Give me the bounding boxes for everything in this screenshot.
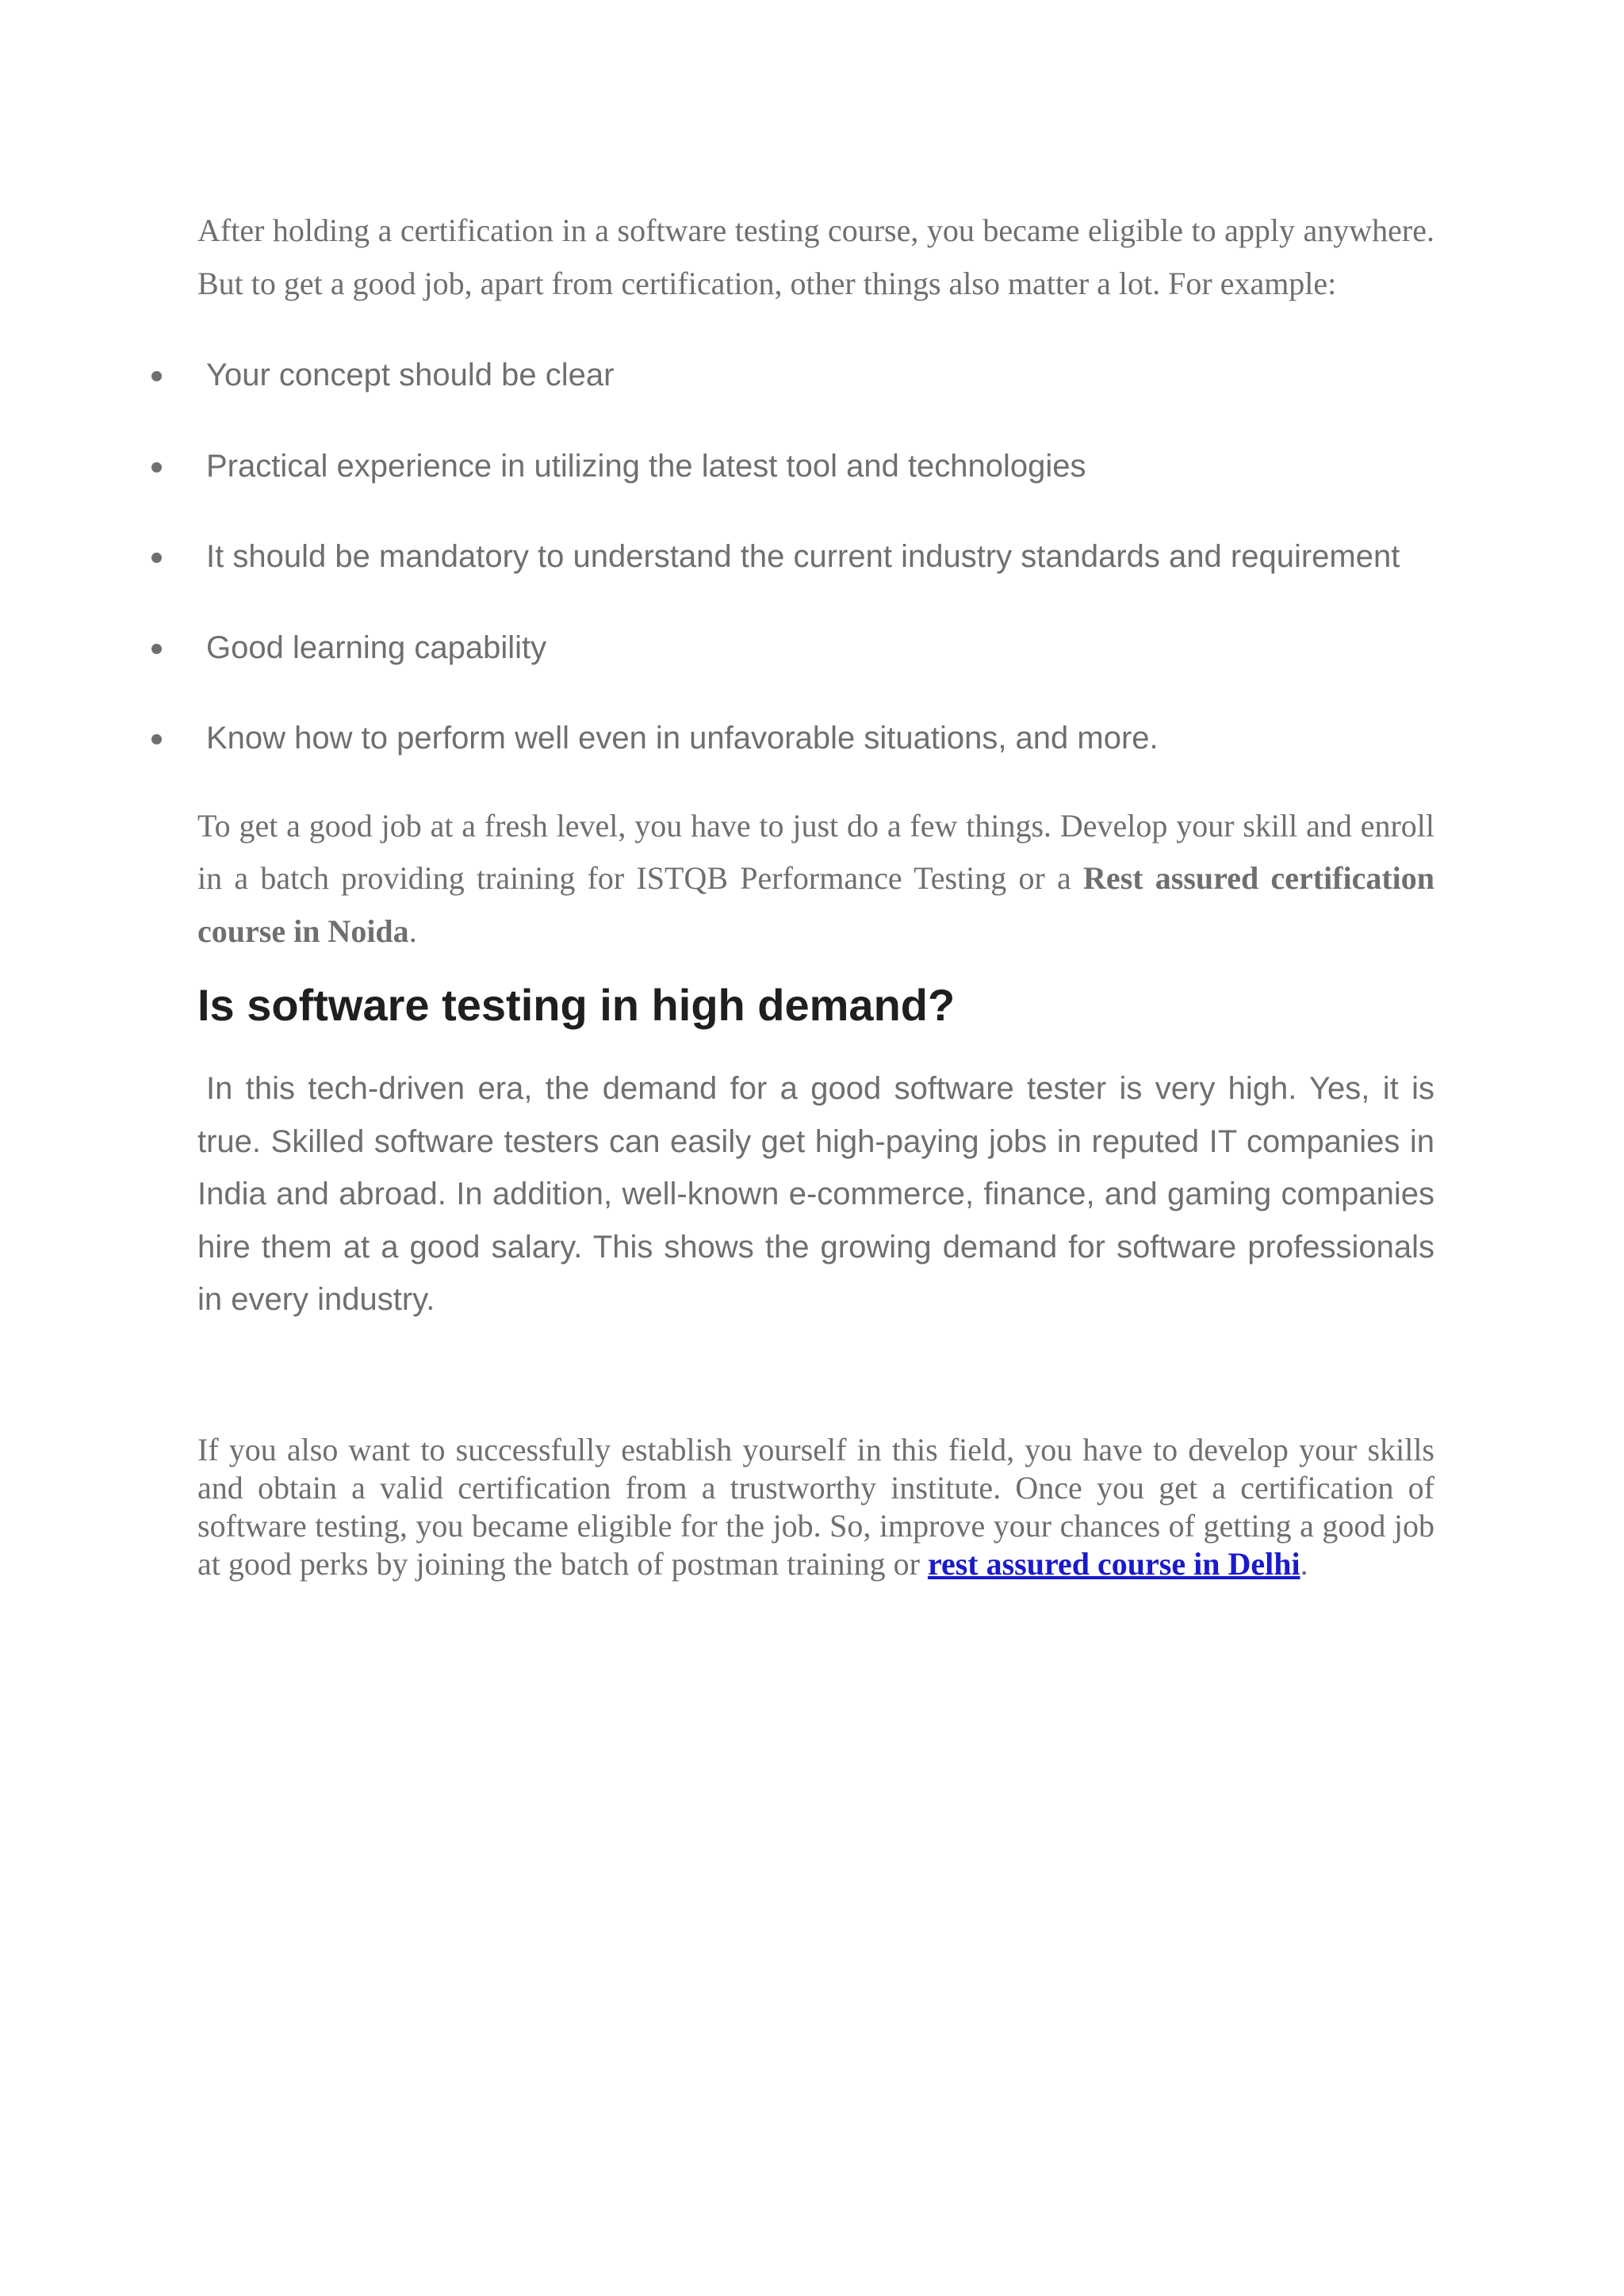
bullet-icon [151, 462, 162, 473]
noida-course-name: Rest assured certification course in Noida [197, 860, 1435, 949]
list-item-text: Your concept should be clear [206, 358, 615, 392]
bullet-icon [151, 553, 162, 563]
list-item [197, 530, 1434, 584]
list-item-text: It should be mandatory to understand the current industry standards and requirement [206, 539, 1400, 574]
closing-text: If you also want to successfully establish yourself in this field, you have to develop your skills and obtain a valid certification from a trustworthy institute. Once you get a certification of software testing, you became eligible for the job. So, improve your chances of getting a good job at good perks by joining the batch of postman training or [197, 1431, 1434, 1582]
closing-paragraph [197, 1431, 1434, 1583]
bullet-icon [151, 734, 162, 744]
delhi-course-link[interactable]: rest assured course in Delhi [927, 1545, 1300, 1582]
bullet-icon [151, 644, 162, 654]
list-item [197, 440, 1434, 493]
list-item [197, 349, 1434, 402]
demand-paragraph: In this tech-driven era, the demand for a good software tester is very high. Yes, it is true. Skilled software testers can easily get high-paying jobs in reputed IT companies in India and abroad. In addition, well-known e-commerce, finance, and gaming companies hire them at a good salary. This shows the growing demand for software professionals in every industry. [197, 1071, 1434, 1317]
list-item [197, 712, 1434, 765]
fresh-level-text: To get a good job at a fresh level, you have to just do a few things. Develop your skill and enroll in a batch providing training for ISTQB Performance Testing or a [197, 807, 1434, 896]
fresh-level-paragraph [197, 800, 1434, 959]
section-heading: Is software testing in high demand? [197, 980, 956, 1030]
closing-end: . [1300, 1545, 1308, 1582]
fresh-level-end: . [408, 913, 417, 949]
bullet-icon [151, 371, 162, 381]
list-item-text: Practical experience in utilizing the latest tool and technologies [206, 448, 1086, 484]
list-item [197, 622, 1434, 675]
intro-paragraph: After holding a certification in a software testing course, you became eligible to apply anywhere. But to get a good job, apart from certification, other things also matter a lot. For example: [197, 212, 1434, 301]
document-page [197, 205, 1434, 1615]
list-item-text: Good learning capability [206, 629, 547, 665]
requirements-list [197, 349, 1434, 765]
list-item-text: Know how to perform well even in unfavorable situations, and more. [206, 721, 1159, 756]
